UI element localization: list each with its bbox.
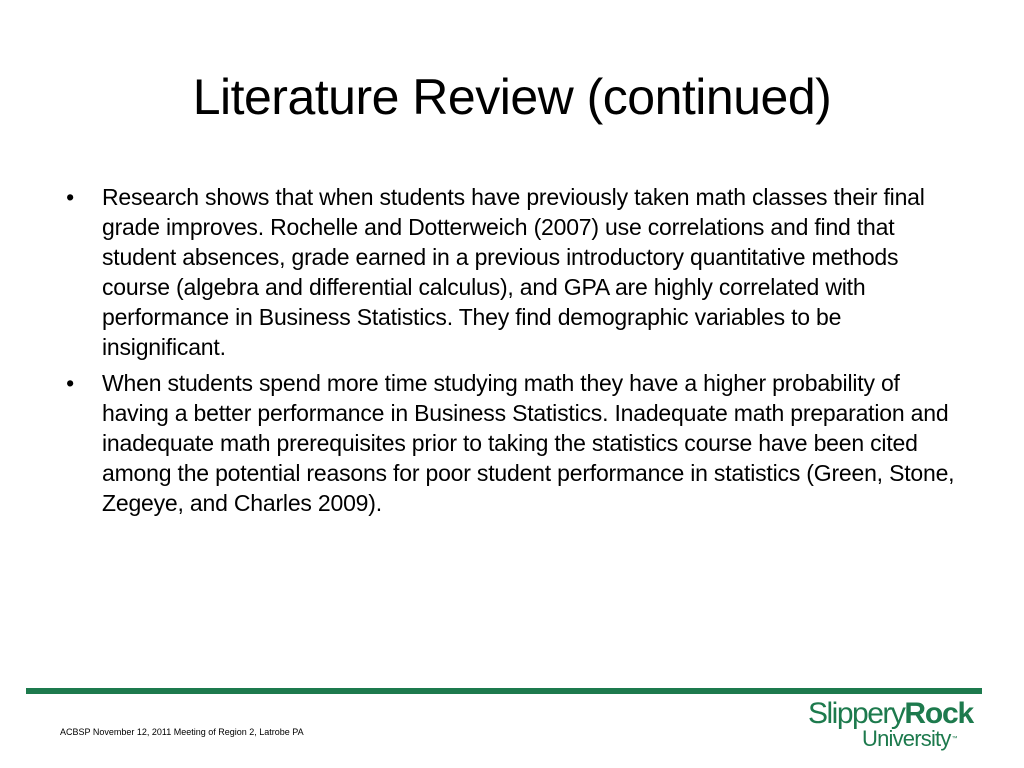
- logo-word-university: University: [862, 726, 951, 751]
- logo-word-slippery: Slippery: [808, 697, 905, 730]
- bullet-list: [60, 182, 970, 524]
- bullet-item: [60, 182, 970, 362]
- university-logo: [806, 696, 986, 754]
- logo-trademark: ™: [951, 736, 958, 742]
- bullet-marker: •: [66, 370, 74, 396]
- logo-wordmark-bottom: [862, 726, 958, 752]
- footer-text: ACBSP November 12, 2011 Meeting of Region 2, Latrobe PA: [60, 727, 304, 737]
- bullet-marker: •: [66, 184, 74, 210]
- footer-divider: [26, 688, 982, 694]
- bullet-text: When students spend more time studying math they have a higher probability of having a better performance in Business Statistics. Inadequate math preparation and inadequate math prerequisites prior to taking the statistics course have been cited among the potential reasons for poor student performance in statistics (Green, Stone, Zegeye, and Charles 2009).: [102, 370, 955, 516]
- slide-title: Literature Review (continued): [192, 69, 832, 125]
- logo-word-rock: Rock: [904, 697, 973, 730]
- bullet-item: [60, 368, 970, 518]
- bullet-text: Research shows that when students have previously taken math classes their final grade improves. Rochelle and Dotterweich (2007) use correlations and find that student absences, grade earned in a previous introductory quantitative methods course (algebra and differential calculus), and GPA are highly correlated with performance in Business Statistics. They find demographic variables to be insignificant.: [102, 184, 925, 360]
